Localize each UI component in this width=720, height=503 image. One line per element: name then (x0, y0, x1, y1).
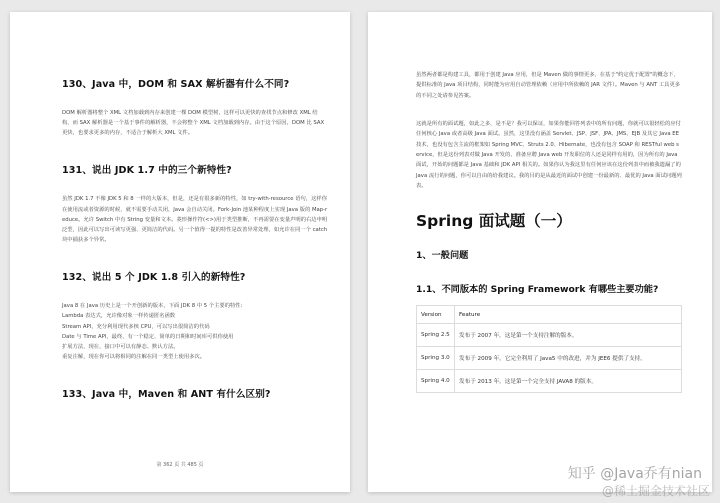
table-cell-version: Spring 4.0 (417, 370, 455, 393)
question-title: 130、Java 中，DOM 和 SAX 解析器有什么不同? (62, 79, 290, 90)
table-header-cell: Feature (455, 306, 682, 324)
closing-paragraph: 这就是所有的面试题，如此之多，是不是？我可以保证，如果你能回答列表中的所有问题，你就可以很轻松的应付任何核心 Java 或者高级 Java 面试。虽然，这里没有涵盖 Servlet、JSP、JSF、JPA、JMS、EJB 及其它 Java EE 技术，也没有包含主流的框架如 Spring MVC、Struts 2.0、Hibernate，也没有包含 SOAP 和 RESTful web service，但是这份列表对做 Java 开发的、准备应聘 Java web 开发职位的人还是同样有用的，因为所有的 Java 面试，开始的问题都是 Java 基础和 JDK API 相关的。如果你认为我这里有任何应该在这份列表中而被我遗漏了的 Java 流行的问题，你可以自由的给我建议。我的目的是从最近的面试中创建一份最新的、最优的 Java 面试问题列表。 (416, 120, 682, 189)
question-title: 132、说出 5 个 JDK 1.8 引入的新特性? (62, 272, 246, 284)
zhihu-watermark: 知乎 @Java乔有nian (567, 466, 702, 482)
question-132 (62, 269, 328, 362)
table-row (417, 347, 682, 370)
table-cell-version: Spring 3.0 (417, 347, 455, 370)
table-header-cell: Version (417, 306, 455, 324)
question-answer: 虽然 JDK 1.7 不像 JDK 5 和 8 一样的大版本，但是，还是有很多新的特性，如 try-with-resource 语句，这样你在使用流或者资源的时候，就不需要手动关闭，Java 会自动关闭。Fork-Join 池某种程度上实现 Java 版的 Map-reduce。允许 Switch 中有 String 变量和文本。菱形操作符(<>)用于类型推断，不再需要在变量声明的右边申明泛型，因此可以写出可读写更强、更简洁的代码。另一个值得一提的特性是改善异常处理，如允许在同一个 catch 块中捕获多个异常。 (62, 196, 328, 244)
table-cell-feature: 发布于 2009 年。它完全利用了 Java5 中的改进，并为 JEE6 提供了支持。 (455, 347, 682, 370)
table-header-row (417, 306, 682, 324)
page-number: 第 362 页 共 485 页 (156, 462, 204, 468)
question-title: 133、Java 中，Maven 和 ANT 有什么区别? (62, 389, 271, 401)
maven-ant-answer: 虽然两者都是构建工具，都用于创建 Java 应用，但是 Maven 做的事情更多，在基于"约定优于配置"的概念下，提供标准的 Java 项目结构，同时能为应用自动管理依赖（应用中所依赖的 JAR 文件）。Maven 与 ANT 工具更多的不同之处请参见答案。 (416, 72, 681, 99)
section-title: 1、一般问题 (416, 250, 469, 262)
left-page (10, 12, 350, 492)
question-133 (62, 386, 328, 400)
answer-line: 重复注解，现在你可以将相同的注解在同一类型上使用多次。 (62, 354, 206, 361)
question-answer (62, 301, 328, 362)
answer-line: 扩展方法，现在，接口中可以有静态、默认方法。 (62, 343, 179, 350)
table-cell-feature: 发布于 2013 年。这是第一个完全支持 JAVA8 的版本。 (455, 370, 682, 393)
table-cell-version: Spring 2.5 (417, 324, 455, 347)
table-row (417, 370, 682, 393)
table-cell-feature: 发布于 2007 年。这是第一个支持注解的版本。 (455, 324, 682, 347)
question-131 (62, 162, 328, 245)
answer-line: Stream API，充分利用现代多核 CPU，可以写出很简洁的代码 (62, 323, 210, 330)
right-page (368, 12, 712, 492)
question-answer: DOM 解析器将整个 XML 文档加载到内存来创建一棵 DOM 模型树，这样可以更快的查找节点和修改 XML 结构，而 SAX 解析器是一个基于事件的解析器，不会将整个 XML 文档加载到内存。由于这个原因，DOM 比 SAX 更快，也要求更多的内存，不适合于解析大 XML 文件。 (62, 110, 325, 137)
question-130 (62, 76, 328, 138)
spring-versions-table (416, 305, 682, 393)
question-title: 131、说出 JDK 1.7 中的三个新特性? (62, 165, 232, 177)
answer-line: Lambda 表达式，允许像对象一样传递匿名函数 (62, 313, 176, 320)
answer-line: Date 与 Time API，最终，有一个稳定、简单的日期和时间库可供你使用 (62, 333, 234, 340)
juejin-watermark: @稀土掘金技术社区 (601, 484, 710, 498)
chapter-title: Spring 面试题（一） (416, 212, 572, 231)
subsection-title: 1.1、不同版本的 Spring Framework 有哪些主要功能? (416, 284, 659, 296)
table-row (417, 324, 682, 347)
answer-line: Java 8 在 Java 历史上是一个开创新的版本，下面 JDK 8 中 5 个主要的特性: (62, 303, 243, 310)
